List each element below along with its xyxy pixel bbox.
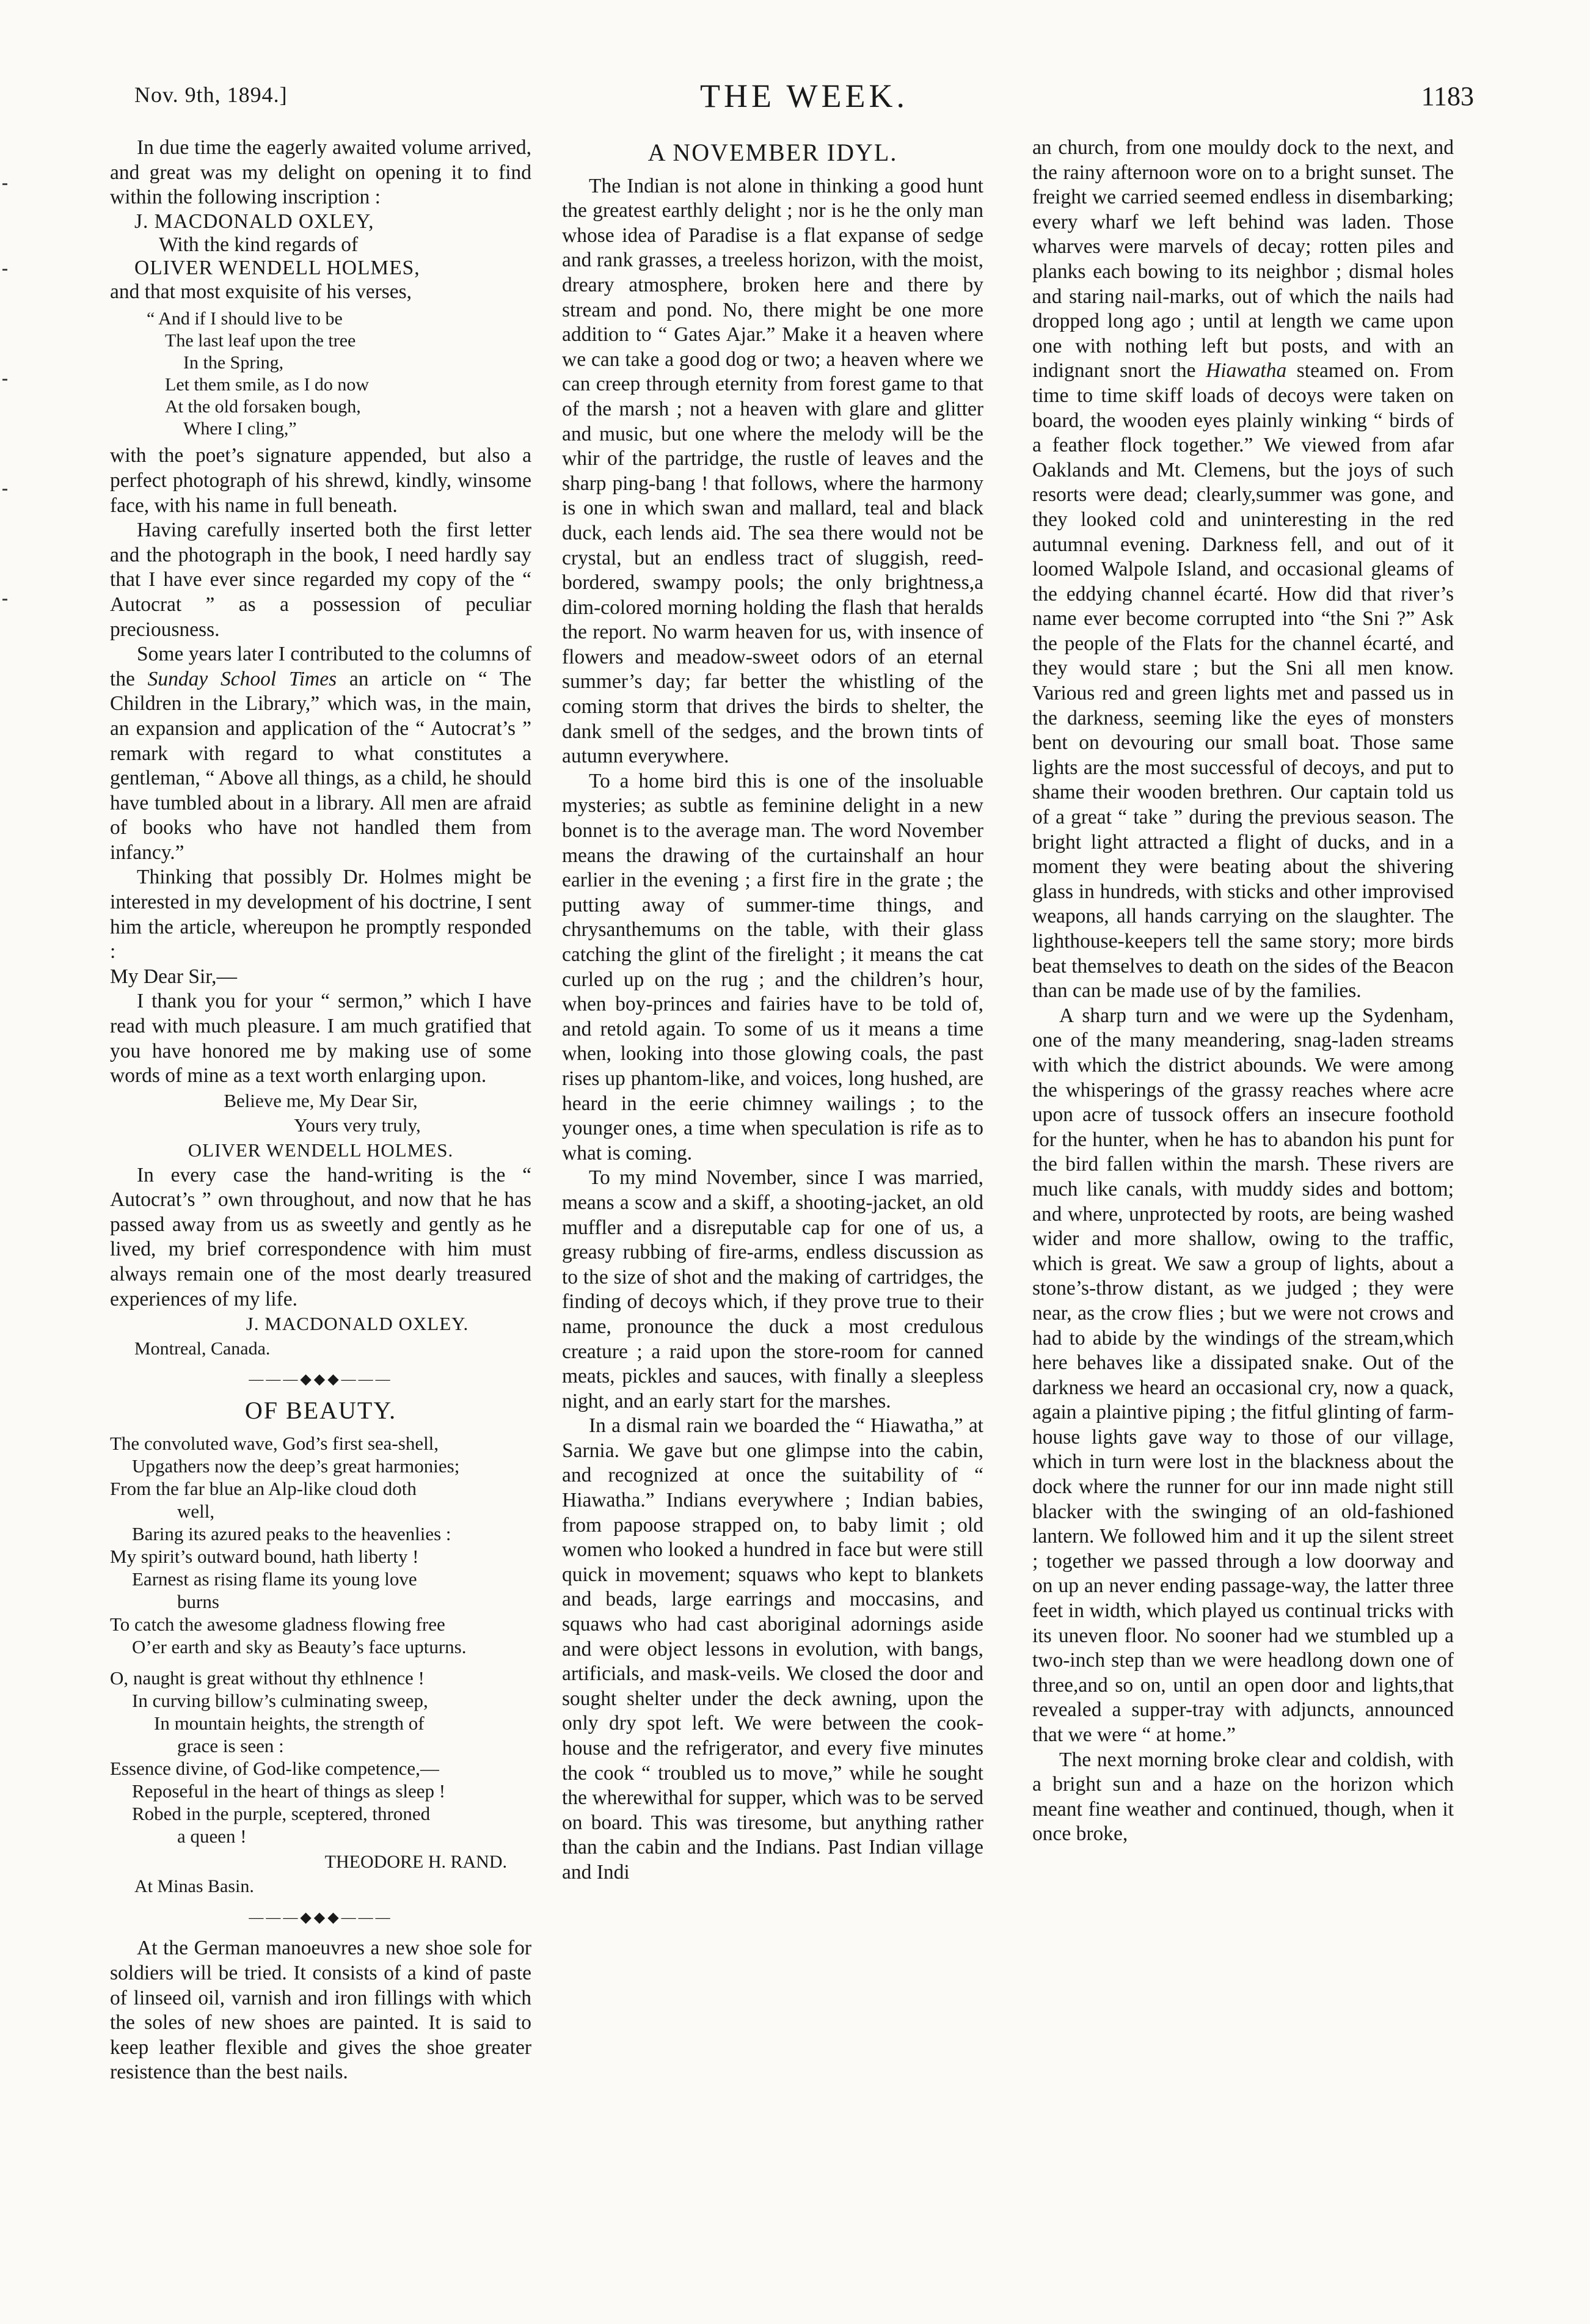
article-title: A NOVEMBER IDYL.	[647, 139, 898, 166]
inscription-line: J. MACDONALD OXLEY,	[134, 210, 374, 233]
poem-line: From the far blue an Alp-like cloud doth	[110, 1477, 417, 1499]
author-place: Montreal, Canada.	[134, 1338, 271, 1359]
paragraph: To a home bird this is one of the insoluable mysteries; as subtle as feminine delight in a new bonnet is to the average man. The word November means the drawing of the curtainshalf an hour earlier in the evening ; a first fire in the grate ; the putting away of summer-time things, and chrysanthemums on the table, with their glass catching the glint of the firelight ; it means the cat curled up on the rug ; and the children’s hour, when boy-princes and fairies have to be told of, and retold again. To some of us it means a time when, looking into those glowing coals, the past rises up phantom-like, and voices, long hushed, are heard in the eerie chimney wailings ; to the younger ones, a time when speculation is rife as to what is coming.	[562, 769, 983, 1164]
poem-line: Reposeful in the heart of things as sleep !	[132, 1780, 446, 1802]
paragraph: To my mind November, since I was married, means a scow and a skiff, a shooting-jacket, an old muffler and a disreputable cap for one of us, a greasy rubbing of fire-arms, endless discussion as to the size of shot and the making of cartridges, the finding of decoys which, if they prove true to their name, pronounce the duck a most credulous creature ; a raid upon the store-room for canned meats, pickles and sauces, with finally a sleepless night, and an early start for the marshes.	[562, 1166, 983, 1412]
paragraph: an church, from one mouldy dock to the next, and the rainy afternoon wore on to a bright sunset. The freight we carried seemed endless in disembarking; every wharf we left behind was laden. Those wharves were marvels of decay; rotten piles and planks each bowing to its neighbor ; dismal holes and staring nail-marks, out of which the nails had dropped long ago ; until at length we came upon one with nothing left but posts, and with an indignant snort the Hiawatha steamed on. From time to time skiff loads of decoys were taken on board, the wooden eyes plainly winking “ birds of a feather flock together.” We viewed from afar Oaklands and Mt. Clemens, but the joys of such resorts were dead; clearly,summer was gone, and they looked cold and uninteresting in the red autumnal evening. Darkness fell, and out of it loomed Walpole Island, and occasional gleams of the eddying channel écarté. How did that river’s name ever become corrupted into “the Sni ?” Ask the people of the Flats for the channel écarté, and they would stare ; but the Sni all men know. Various red and green lights met and passed us in the darkness, seeming like the eyes of monsters bent on devouring our small boat. Those same lights are the most successful of decoys, and put to shame their wooden brethren. Our captain told us of a great “ take ” during the previous season. The bright light attracted a flight of ducks, and in a moment they were beating about the shivering glass in hundreds, with sticks and other improvised weapons, all hands carrying on the slaughter. The lighthouse-keepers tell the same story; more birds beat themselves to death on the sides of the Beacon than can be made use of by the families.	[1032, 136, 1454, 1003]
paragraph: The next morning broke clear and coldish, with a bright sun and a haze on the horizon which meant fine weather and continued, though, when it once broke,	[1032, 1748, 1454, 1846]
poem-line: a queen !	[177, 1825, 247, 1847]
paragraph: Some years later I contributed to the columns of the Sunday School Times an article on “ The Children in the Library,” which was, in the main, an expansion and application of the “ Autocrat’s ” remark with regard to what constitutes a gentleman, “ Above all things, as a child, he should have tumbled about in a library. All men are afraid of books who have not handled them from infancy.”	[110, 643, 531, 864]
verse-line: At the old forsaken bough,	[165, 396, 361, 417]
section-divider: ———◆◆◆———	[249, 1372, 393, 1388]
poem-line: well,	[177, 1500, 215, 1522]
paragraph: with the poet’s signature appended, but also a perfect photograph of his shrewd, kindly, winsome face, with his name in full beneath.	[110, 444, 531, 517]
poem-line: My spirit’s outward bound, hath liberty !	[110, 1545, 419, 1567]
issue-date: Nov. 9th, 1894.]	[134, 82, 288, 107]
letter-closing: Believe me, My Dear Sir, Yours very truly, OLIVER WENDELL HOLMES.	[188, 1089, 454, 1161]
poem-line: burns	[177, 1590, 219, 1612]
poem-line: In mountain heights, the strength of	[154, 1712, 425, 1734]
author-signature: J. MACDONALD OXLEY.	[246, 1313, 469, 1335]
poem-line: The convoluted wave, God’s first sea-shell,	[110, 1432, 439, 1454]
verse-line: The last leaf upon the tree	[165, 331, 356, 351]
paragraph: In due time the eagerly awaited volume arrived, and great was my delight on opening it to find within the following inscription :	[110, 136, 531, 209]
paragraph: The Indian is not alone in thinking a good hunt the greatest earthly delight ; nor is he the only man whose idea of Paradise is a flat expanse of sedge and rank grasses, a treeless horizon, with the moist, dreary atmosphere, broken here and there by stream and pond. No, there might be one more addition to “ Gates Ajar.” Make it a heaven where we can take a good dog or two; a heaven where we can creep through eternity from forest game to that of the marsh ; not a heaven with glare and glitter and music, but one where the melody will be the whir of the partridge, the rustle of leaves and the sharp ping-bang ! that follows, where the harmony is one in which swan and mallard, teal and black duck, each lends aid. The sea there would not be crystal, but an endless tract of sluggish, reed-bordered, swampy pools; the only brightness,a dim-colored morning holding the flash that heralds the report. No warm heaven for us, with insence of flowers and meadow-sweet odors of an eternal summer’s day; far better the whistling of the coming storm that drives the birds to shelter, the dank smell of the sedges, and the brown tints of autumn everywhere.	[562, 174, 983, 768]
verse-line: “ And if I should live to be	[147, 309, 343, 329]
paragraph: At the German manoeuvres a new shoe sole for soldiers will be tried. It consists of a kind of paste of linseed oil, varnish and iron fillings with which the soles of new shoes are painted. It is said to keep leather flexible and gives the shoe greater resistence than the best nails.	[110, 1937, 531, 2084]
poem-line: Essence divine, of God-like competence,—	[110, 1757, 439, 1779]
verse-line: In the Spring,	[183, 353, 284, 373]
paragraph: In every case the hand-writing is the “ Autocrat’s ” own throughout, and now that he has passed away from us as sweetly and gently as he lived, my brief correspondence with him must always remain one of the most dearly treasured experiences of my life.	[110, 1163, 531, 1310]
poem-line: Robed in the purple, sceptered, throned	[132, 1802, 431, 1824]
poem-body	[110, 1432, 531, 1847]
poem-line: O’er earth and sky as Beauty’s face upturns.	[132, 1635, 467, 1657]
verse-line: Where I cling,”	[183, 418, 297, 439]
poem-line: In curving billow’s culminating sweep,	[132, 1689, 428, 1711]
paragraph: In a dismal rain we boarded the “ Hiawatha,” at Sarnia. We gave but one glimpse into the cabin, and recognized at once the suitability of “ Hiawatha.” Indians everywhere ; Indian babies, from papoose strapped on, to baby limit ; old women who looked a hundred in face but were still quick in movement; squaws who kept to blankets and beads, large earrings and moccasins, and squaws who had cast aboriginal adornings aside and were object lessons in evolution, with bangs, artificials, and mask-veils. We closed the door and sought shelter under the deck awning, upon the only dry spot left. We were between the cook-house and the refrigerator, and every five minutes the cook “ troubled us to move,” while he sought the wherewithal for supper, which was to be served on board. This was tiresome, but anything rather than the cabin and the Indians. Past Indian village and Indi	[562, 1414, 983, 1884]
paragraph: Thinking that possibly Dr. Holmes might be interested in my development of his doctrine, I sent him the article, whereupon he promptly responded :	[110, 866, 531, 963]
page-number: 1183	[1421, 81, 1474, 111]
poem-line: grace is seen :	[177, 1734, 284, 1756]
poem-title: OF BEAUTY.	[244, 1396, 397, 1424]
column-left	[110, 136, 531, 2085]
poem-line: Upgathers now the deep’s great harmonies;	[132, 1455, 460, 1477]
poem-line: Earnest as rising flame its young love	[132, 1568, 417, 1590]
quoted-verse	[147, 308, 531, 440]
inscription	[110, 210, 531, 280]
verse-line: Let them smile, as I do now	[165, 375, 370, 395]
paragraph: Having carefully inserted both the first letter and the photograph in the book, I need hardly say that I have ever since regarded my copy of the “ Autocrat ” as a possession of peculiar preciousness.	[110, 519, 531, 641]
poem-place: At Minas Basin.	[134, 1876, 254, 1897]
paragraph: A sharp turn and we were up the Sydenham, one of the many meandering, snag-laden streams with which the district abounds. We were among the whisperings of the grassy reaches where acre upon acre of tussock offers an insecure foothold for the hunter, when he has to abandon his punt for the bird fallen within the marsh. These rivers are much like canals, with muddy sides and bottom; and where, unprotected by roots, are being washed wider and more shallow, owing to the traffic, which is great. We saw a group of lights, about a stone’s-throw distant, as we judged ; they were near, as the crow flies ; but we were not crows and had to abide by the windings of the stream,which here behaves like a dissipated snake. Out of the darkness we heard an occasional cry, now a quack, again a plaintive piping ; the fitful glinting of farm-house lights gave way to those of our village, which in turn were lost in the blackness about the dock where the runner for our inn made night still blacker with the swinging of an old-fashioned lantern. We followed him and it up the silent street ; together we passed through a low doorway and on up an never ending passage-way, the latter three feet in width, which played us continual tricks with its uneven floor. No sooner had we stumbled up a two-inch step than we were headlong down one of three,and so on, until an open door and lights,that revealed a supper-tray with adjuncts, announced that we were “ at home.”	[1032, 1004, 1454, 1746]
page-header	[128, 77, 1480, 115]
letter-body: I thank you for your “ sermon,” which I have read with much pleasure. I am much gratified that you have honored me by making use of some words of mine as a text worth enlarging upon.	[110, 990, 531, 1087]
poem-line: O, naught is great without thy ethlnence !	[110, 1667, 425, 1689]
paragraph: and that most exquisite of his verses,	[110, 280, 412, 303]
column-middle	[562, 136, 983, 1885]
left-margin-marks	[0, 147, 12, 696]
poem-line: To catch the awesome gladness flowing free	[110, 1613, 445, 1635]
publication-title: THE WEEK.	[700, 78, 908, 114]
letter-salutation: My Dear Sir,—	[110, 965, 238, 988]
inscription-line: OLIVER WENDELL HOLMES,	[134, 256, 420, 279]
poem-author: THEODORE H. RAND.	[324, 1851, 507, 1872]
inscription-line: With the kind regards of	[159, 233, 359, 256]
column-right	[1032, 136, 1454, 1847]
poem-line: Baring its azured peaks to the heavenlies :	[132, 1522, 451, 1544]
section-divider: ———◆◆◆———	[249, 1909, 393, 1926]
